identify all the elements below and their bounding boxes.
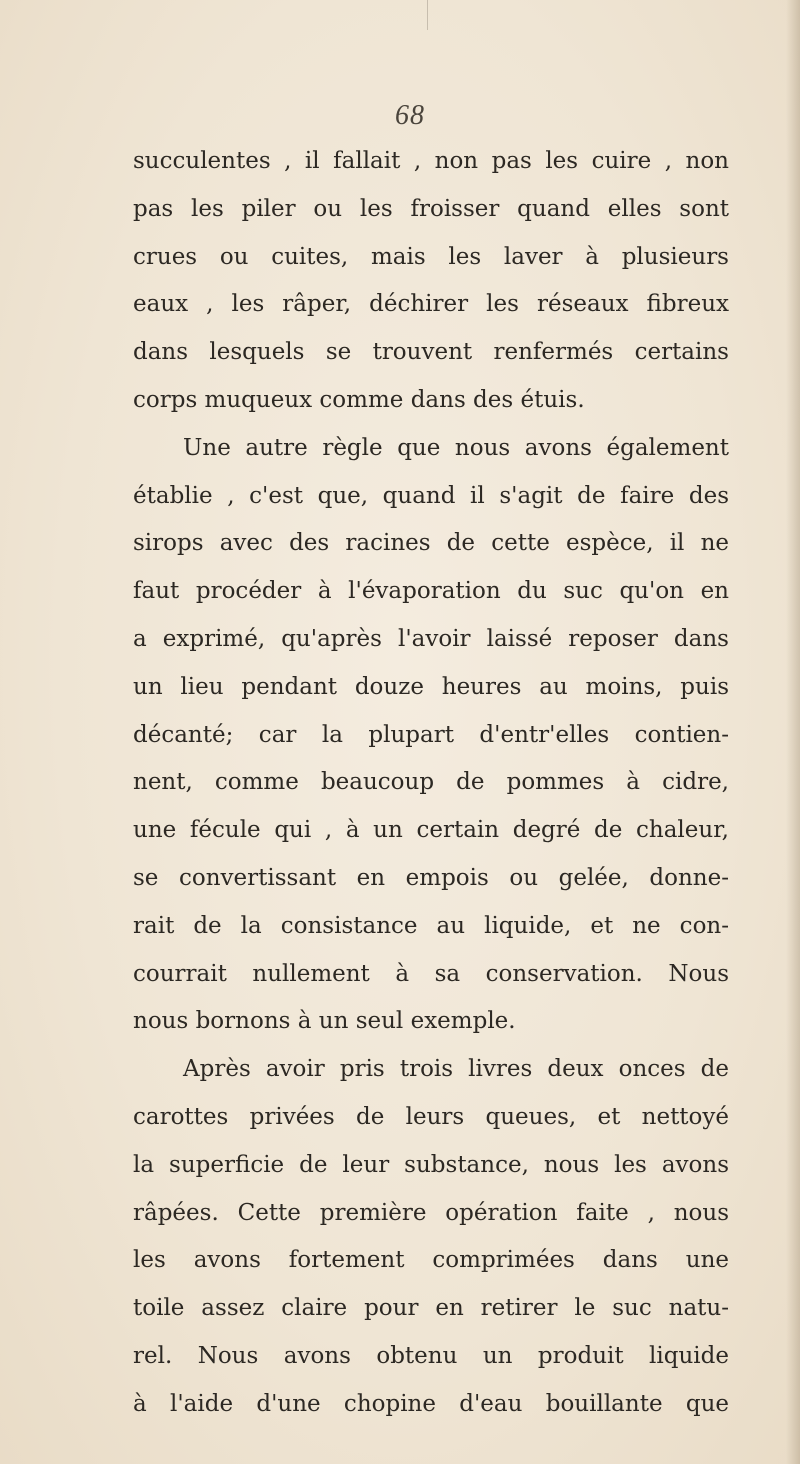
paragraph-start-line: Une autre règle que nous avons également (183, 434, 729, 461)
text-line: à l'aide d'une chopine d'eau bouillante que (133, 1390, 729, 1417)
text-line: toile assez claire pour en retirer le suc natu- (133, 1295, 729, 1322)
text-line: succulentes , il fallait , non pas les cuire , non (133, 148, 729, 174)
text-line: sirops avec des racines de cette espèce, il ne (133, 530, 729, 557)
text-line: faut procéder à l'évaporation du suc qu'on en (133, 578, 729, 605)
text-line: établie , c'est que, quand il s'agit de faire des (133, 482, 729, 509)
paragraph-start-line: Après avoir pris trois livres deux onces de (183, 1056, 729, 1083)
text-line: se convertissant en empois ou gelée, donne- (133, 864, 729, 891)
text-line: les avons fortement comprimées dans une (133, 1247, 729, 1274)
text-line: décanté; car la plupart d'entr'elles contien- (133, 721, 729, 748)
text-line: nent, comme beaucoup de pommes à cidre, (133, 769, 729, 796)
text-line: crues ou cuites, mais les laver à plusieurs (133, 243, 729, 270)
text-line: rel. Nous avons obtenu un produit liquide (133, 1342, 729, 1369)
text-line: rait de la consistance au liquide, et ne con- (133, 912, 729, 939)
text-line: courrait nullement à sa conservation. Nous (133, 960, 729, 987)
text-line: corps muqueux comme dans des étuis. (133, 386, 585, 413)
text-line: carottes privées de leurs queues, et nettoyé (133, 1103, 729, 1130)
body-text (133, 138, 729, 1429)
text-line: la superficie de leur substance, nous les avons (133, 1151, 729, 1178)
text-line: nous bornons à un seul exemple. (133, 1008, 516, 1035)
text-line: une fécule qui , à un certain degré de chaleur, (133, 817, 729, 844)
text-line: râpées. Cette première opération faite , nous (133, 1199, 729, 1226)
page-number: 68 (395, 100, 425, 131)
text-line: un lieu pendant douze heures au moins, puis (133, 673, 729, 700)
text-line: pas les piler ou les froisser quand elles sont (133, 195, 729, 222)
top-scratch-mark (427, 0, 428, 30)
text-line: dans lesquels se trouvent renfermés certains (133, 339, 729, 366)
text-line: eaux , les râper, déchirer les réseaux fibreux (133, 291, 729, 318)
text-line: a exprimé, qu'après l'avoir laissé reposer dans (133, 625, 729, 652)
page-edge-shadow (786, 0, 800, 1464)
